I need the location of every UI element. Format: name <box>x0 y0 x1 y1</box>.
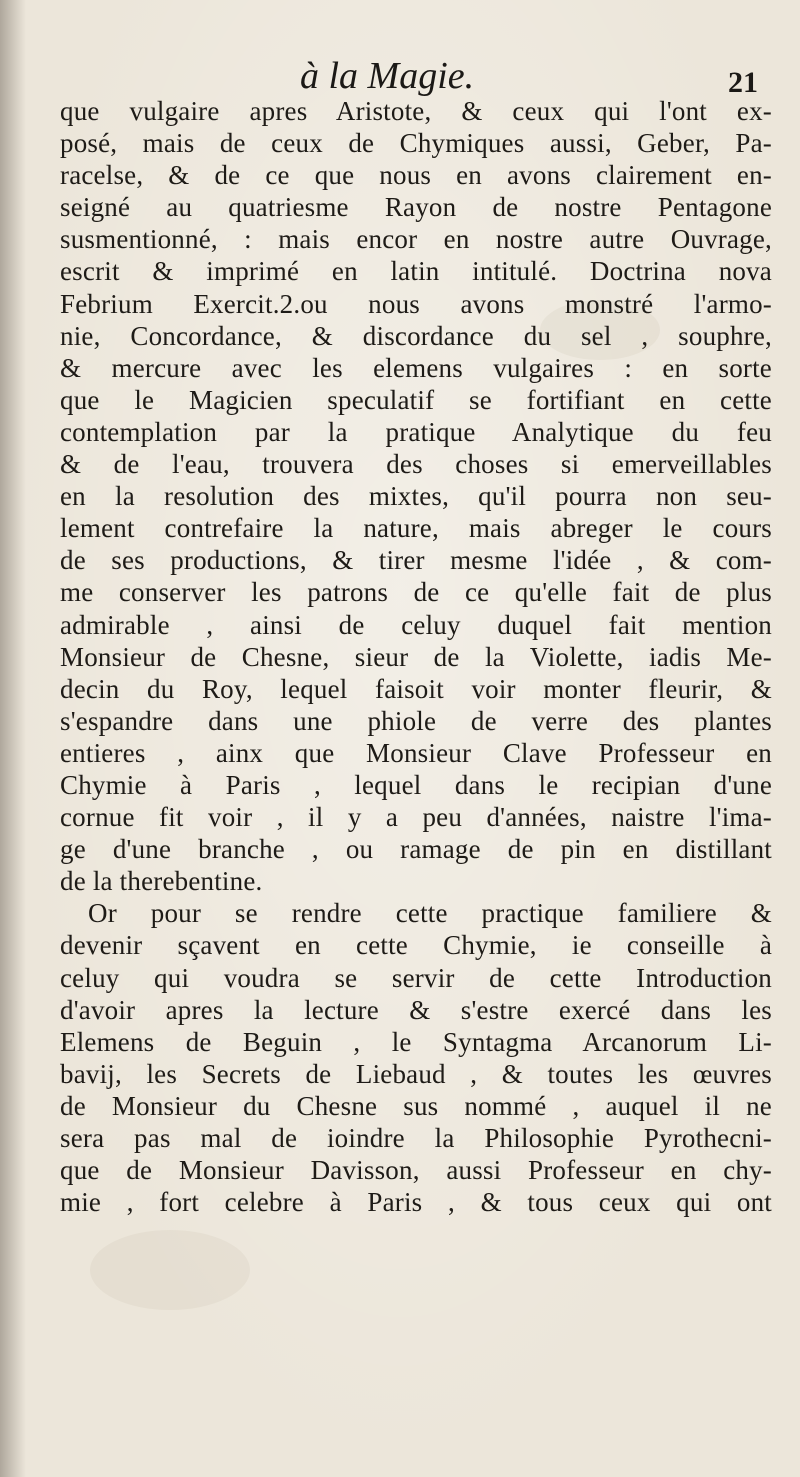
text-line: sera pas mal de ioindre la Philosophie Pyrothecni- <box>60 1123 772 1153</box>
text-line: nie, Concordance, & discordance du sel , souphre, <box>60 320 772 351</box>
text-line: mie , fort celebre à Paris , & tous ceux qui ont <box>60 1187 772 1218</box>
text-line: racelse, & de ce que nous en avons clairement en- <box>60 160 772 191</box>
text-line: susmentionné, : mais encor en nostre autre Ouvrage, <box>60 224 772 255</box>
text-line: Febrium Exercit.2.ou nous avons monstré l'armo- <box>60 288 772 319</box>
text-line: seigné au quatriesme Rayon de nostre Pentagone <box>60 192 772 223</box>
text-line: escrit & imprimé en latin intitulé. Doctrina nova <box>60 256 772 287</box>
text-line: lement contrefaire la nature, mais abreger le cours <box>60 513 772 544</box>
text-line: s'espandre dans une phiole de verre des plantes <box>60 705 772 736</box>
paper-stain <box>90 1230 250 1310</box>
text-line: Chymie à Paris , lequel dans le recipian d'une <box>60 769 772 800</box>
body-text <box>60 95 772 1218</box>
text-line: d'avoir apres la lecture & s'estre exercé dans les <box>60 994 772 1025</box>
paragraph <box>60 897 772 1218</box>
page-number: 21 <box>728 66 758 99</box>
text-line: bavij, les Secrets de Liebaud , & toutes les œuvres <box>60 1058 772 1089</box>
text-line: posé, mais de ceux de Chymiques aussi, Geber, Pa- <box>60 128 772 159</box>
text-line: admirable , ainsi de celuy duquel fait mention <box>60 609 772 640</box>
text-line: contemplation par la pratique Analytique du feu <box>60 416 772 447</box>
text-line: me conserver les patrons de ce qu'elle fait de plus <box>60 577 772 608</box>
text-line: de la therebentine. <box>60 866 263 897</box>
text-line: cornue fit voir , il y a peu d'années, naistre l'ima- <box>60 802 772 833</box>
text-line: decin du Roy, lequel faisoit voir monter fleurir, & <box>60 673 772 704</box>
text-line: Monsieur de Chesne, sieur de la Violette, iadis Me- <box>60 641 772 672</box>
text-line: Or pour se rendre cette practique familiere & <box>88 898 772 929</box>
text-line: en la resolution des mixtes, qu'il pourra non seu- <box>60 481 772 512</box>
text-line: & de l'eau, trouvera des choses si emerveillables <box>60 449 772 480</box>
text-line: de Monsieur du Chesne sus nommé , auquel il ne <box>60 1090 772 1121</box>
text-line: de ses productions, & tirer mesme l'idée , & com- <box>60 545 772 576</box>
text-line: entieres , ainx que Monsieur Clave Professeur en <box>60 737 772 768</box>
binding-shadow <box>0 0 26 1477</box>
text-line: devenir sçavent en cette Chymie, ie conseille à <box>60 930 772 961</box>
text-line: que de Monsieur Davisson, aussi Professeur en chy- <box>60 1155 772 1186</box>
text-line: celuy qui voudra se servir de cette Introduction <box>60 962 772 993</box>
text-line: Elemens de Beguin , le Syntagma Arcanorum Li- <box>60 1026 772 1057</box>
paragraph <box>60 95 772 897</box>
text-line: & mercure avec les elemens vulgaires : en sorte <box>60 352 772 383</box>
text-line: que vulgaire apres Aristote, & ceux qui l'ont ex- <box>60 96 772 126</box>
text-line: que le Magicien speculatif se fortifiant en cette <box>60 384 772 415</box>
running-title: à la Magie. <box>300 55 475 97</box>
text-line: ge d'une branche , ou ramage de pin en distillant <box>60 834 772 865</box>
